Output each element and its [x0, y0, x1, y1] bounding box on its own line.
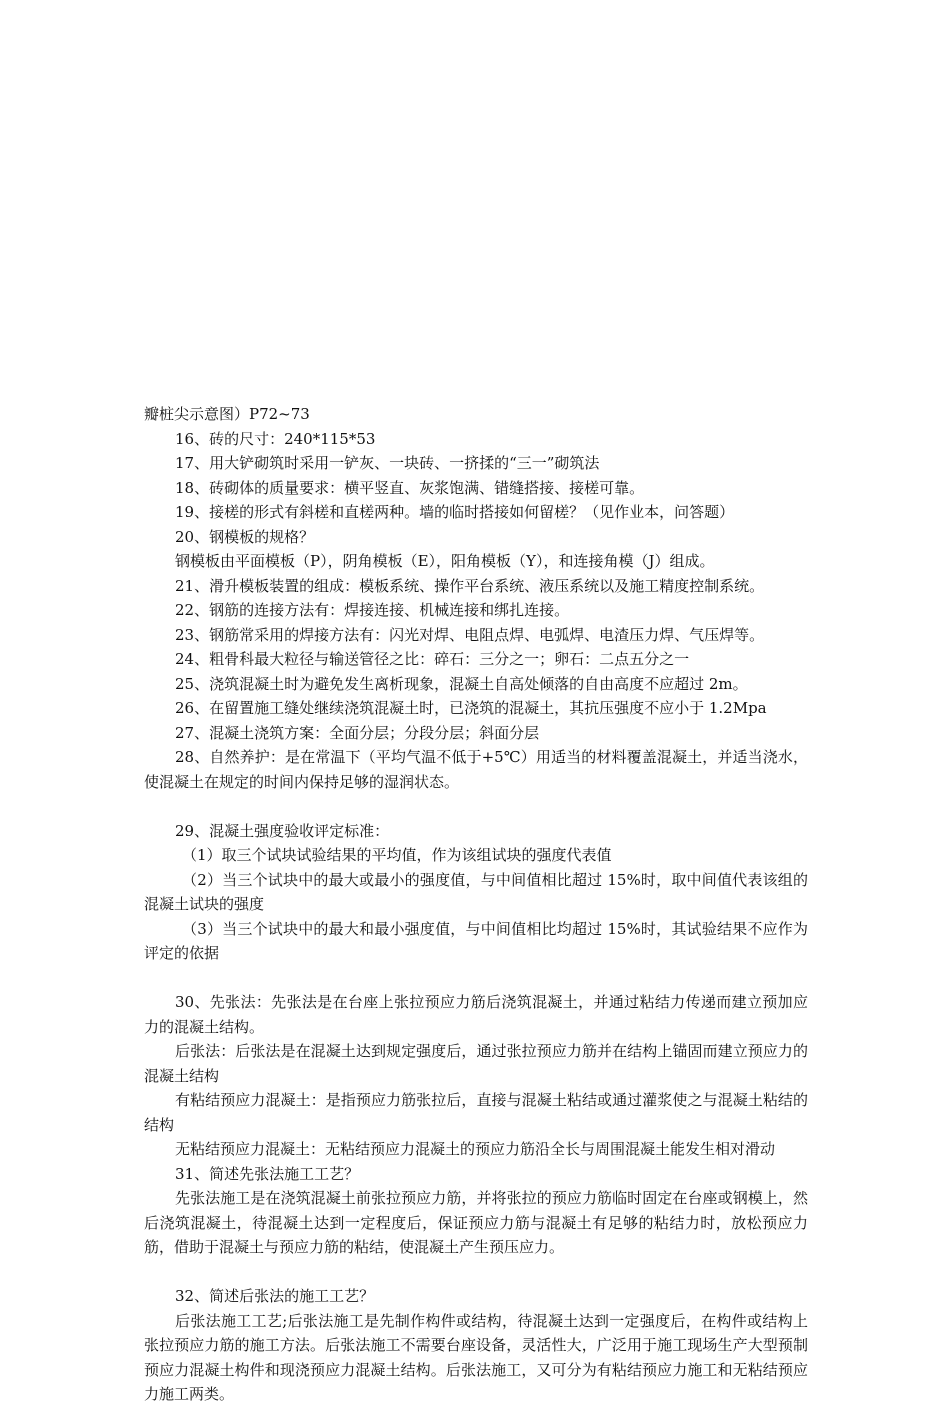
- paragraph-item-19: 19、接槎的形式有斜槎和直槎两种。墙的临时搭接如何留槎？（见作业本，问答题）: [175, 503, 735, 521]
- paragraph-item-30: 30、先张法：先张法是在台座上张拉预应力筋后浇筑混凝土，并通过粘结力传递而建立预加应力的混凝土结构。: [144, 993, 808, 1036]
- paragraph-item-31-answer: 先张法施工是在浇筑混凝土前张拉预应力筋，并将张拉的预应力筋临时固定在台座或钢模上，然后浇筑混凝土，待混凝土达到一定程度后，保证预应力筋与混凝土有足够的粘结力时，放松预应力筋，借助于混凝土与预应力筋的粘结，使混凝土产生预压应力。: [144, 1189, 808, 1256]
- blank-line: [144, 966, 808, 991]
- paragraph-item-17: 17、用大铲砌筑时采用一铲灰、一块砖、一挤揉的“三一”砌筑法: [175, 454, 600, 472]
- document-body: [144, 402, 808, 1407]
- paragraph-item-18: 18、砖砌体的质量要求：横平竖直、灰浆饱满、错缝搭接、接槎可靠。: [175, 478, 645, 497]
- paragraph-item-24: 24、粗骨科最大粒径与输送管径之比：碎石：三分之一；卵石：二点五分之一: [175, 650, 690, 668]
- paragraph-item-29-3: （3）当三个试块中的最大和最小强度值，与中间值相比均超过 15%时，其试验结果不应作为评定的依据: [144, 919, 808, 962]
- paragraph-item-29-1: （1）取三个试块试验结果的平均值，作为该组试块的强度代表值: [182, 846, 612, 864]
- paragraph-continuation: 瓣桩尖示意图）P72~73: [144, 405, 310, 423]
- paragraph-item-28: 28、自然养护：是在常温下（平均气温不低于+5℃）用适当的材料覆盖混凝土，并适当浇水，使混凝土在规定的时间内保持足够的湿润状态。: [144, 748, 808, 791]
- paragraph-item-16: 16、砖的尺寸：240*115*53: [175, 429, 376, 448]
- blank-line: [144, 1260, 808, 1285]
- paragraph-item-26: 26、在留置施工缝处继续浇筑混凝土时，已浇筑的混凝土，其抗压强度不应小于 1.2Mpa: [175, 699, 767, 717]
- paragraph-item-20-answer: 钢模板由平面模板（P），阴角模板（E），阳角模板（Y），和连接角模（J）组成。: [175, 552, 715, 570]
- paragraph-item-23: 23、钢筋常采用的焊接方法有：闪光对焊、电阻点焊、电弧焊、电渣压力焊、气压焊等。: [175, 625, 765, 644]
- paragraph-item-27: 27、混凝土浇筑方案：全面分层；分段分层；斜面分层: [175, 723, 540, 742]
- paragraph-item-30-post-tension: 后张法：后张法是在混凝土达到规定强度后，通过张拉预应力筋并在结构上锚固而建立预应力的混凝土结构: [144, 1042, 808, 1085]
- paragraph-item-31: 31、简述先张法施工工艺？: [175, 1164, 360, 1183]
- paragraph-item-25: 25、浇筑混凝土时为避免发生离析现象，混凝土自高处倾落的自由高度不应超过 2m。: [175, 674, 748, 693]
- paragraph-item-32: 32、简述后张法的施工工艺？: [175, 1287, 375, 1305]
- paragraph-item-22: 22、钢筋的连接方法有：焊接连接、机械连接和绑扎连接。: [175, 601, 570, 619]
- paragraph-item-32-answer: 后张法施工工艺;后张法施工是先制作构件或结构，待混凝土达到一定强度后，在构件或结构上张拉预应力筋的施工方法。后张法施工不需要台座设备，灵活性大，广泛用于施工现场生产大型预制预应力混凝土构件和现浇预应力混凝土结构。后张法施工，又可分为有粘结预应力施工和无粘结预应力施工两类。: [144, 1311, 808, 1403]
- blank-line: [144, 794, 808, 819]
- paragraph-item-20: 20、钢模板的规格？: [175, 527, 315, 546]
- paragraph-item-30-bonded: 有粘结预应力混凝土：是指预应力筋张拉后，直接与混凝土粘结或通过灌浆使之与混凝土粘结的结构: [144, 1091, 808, 1134]
- paragraph-item-21: 21、滑升模板装置的组成：模板系统、操作平台系统、液压系统以及施工精度控制系统。: [175, 576, 765, 595]
- paragraph-item-29-2: （2）当三个试块中的最大或最小的强度值，与中间值相比超过 15%时，取中间值代表该组的混凝土试块的强度: [144, 870, 808, 913]
- paragraph-item-30-unbonded: 无粘结预应力混凝土：无粘结预应力混凝土的预应力筋沿全长与周围混凝土能发生相对滑动: [175, 1140, 776, 1158]
- paragraph-item-29: 29、混凝土强度验收评定标准：: [175, 821, 390, 840]
